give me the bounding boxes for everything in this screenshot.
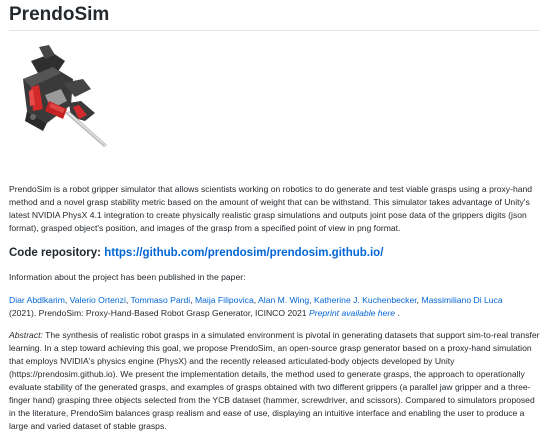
citation-end: . <box>397 308 400 318</box>
publication-info: Information about the project has been published in the paper: <box>9 272 246 282</box>
code-repository-label: Code repository: <box>9 247 102 259</box>
code-repository-link[interactable]: https://github.com/prendosim/prendosim.github.io/ <box>104 247 384 259</box>
hero-image <box>9 39 129 151</box>
author-link[interactable]: Katherine J. Kuchenbecker <box>313 295 417 305</box>
intro-paragraph: PrendoSim is a robot gripper simulator that allows scientists working on robotics to do generate and test viable grasps using a proxy-hand method and a novel grasp stability metric based on the amount of weight that can be withstand. This simulator takes advantage of Unity's latest NVIDIA PhysX 4.1 integration to create physically realistic grasp simulations and outputs joint pose data of the grippers digits (json format), grasped object's position, and images of the grasp from a specified point of view in png format. <box>9 184 533 233</box>
citation-text: (2021). PrendoSim: Proxy-Hand-Based Robot Grasp Generator, ICINCO 2021 <box>9 308 307 318</box>
site-title: PrendoSim <box>9 4 540 31</box>
code-repository-heading <box>9 245 540 261</box>
citation-paragraph: Diar Abdlkarim, Valerio Ortenzi, Tommaso Pardi, Maija Filipovica, Alan M. Wing, Katherine J. Kuchenbecker, Massimiliano Di Luca (2021). PrendoSim: Proxy-Hand-Based Robot Grasp Generator, ICINCO 2021 Preprint available here . <box>9 295 503 318</box>
abstract-text: The synthesis of realistic robot grasps in a simulated environment is pivotal in generating datasets that support sim-to-real transfer learning. In a step toward achieving this goal, we propose PrendoSim, an open-source grasp generator based on a proxy-hand simulation that employs NVIDIA's physics engine (PhysX) and the recently released articulated-body objects developed by Unity (https://prendosim.github.io). We present the implementation details, the method used to generate grasps, the approach to operationally evaluate stability of the generated grasps, and examples of grasps obtained with two different grippers (a parallel jaw gripper and a three-finger hand) grasping three objects selected from the YCB dataset (hammer, screwdriver, and scissors). Compared to simulators proposed in the literature, PrendoSim balances grasp realism and ease of use, displaying an intuitive interface and enabling the user to produce a large and varied dataset of stable grasps. <box>9 330 540 431</box>
abstract-label: Abstract: <box>9 330 43 340</box>
author-link[interactable]: Valerio Ortenzi <box>69 295 126 305</box>
author-link[interactable]: Massimiliano Di Luca <box>421 295 503 305</box>
author-link[interactable]: Alan M. Wing <box>258 295 310 305</box>
author-link[interactable]: Tommaso Pardi <box>130 295 191 305</box>
preprint-link[interactable]: Preprint available here <box>308 308 395 318</box>
author-link[interactable]: Diar Abdlkarim <box>9 295 65 305</box>
author-link[interactable]: Maija Filipovica <box>194 295 254 305</box>
robot-gripper-icon <box>9 39 129 151</box>
abstract-paragraph <box>9 329 540 433</box>
